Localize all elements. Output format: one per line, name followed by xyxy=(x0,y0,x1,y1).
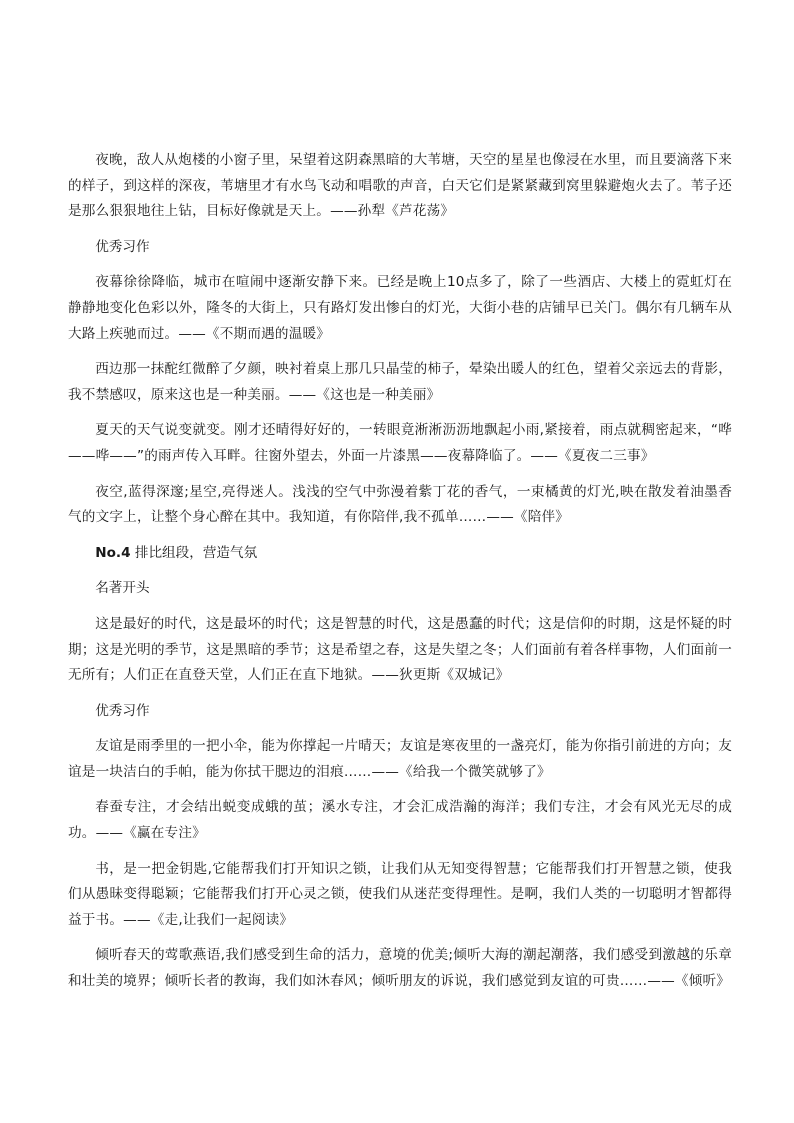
paragraph-reading: 书，是一把金钥匙,它能帮我们打开知识之锁，让我们从无知变得智慧；它能帮我们打开智慧之锁，使我们从愚昧变得聪颖；它能帮我们打开心灵之锁，使我们从迷茫变得理性。是啊，我们人类的一切聪明才智都得益于书。——《走,让我们一起阅读》 xyxy=(68,860,732,928)
section-heading-no4 xyxy=(68,541,732,567)
paragraph-friendship: 友谊是雨季里的一把小伞，能为你撑起一片晴天；友谊是寒夜里的一盏亮灯，能为你指引前进的方向；友谊是一块洁白的手帕，能为你拭干腮边的泪痕……——《给我一个微笑就够了》 xyxy=(68,738,732,780)
paragraph-luhuadang: 夜晚，敌人从炮楼的小窗子里，呆望着这阴森黑暗的大苇塘，天空的星星也像浸在水里，而且要滴落下来的样子，到这样的深夜，苇塘里才有水鸟飞动和唱歌的声音，白天它们是紧紧藏到窝里躲避炮火去了。苇子还是那么狠狠地往上钻，目标好像就是天上。——孙犁《芦花荡》 xyxy=(68,152,732,220)
section-label-excellent-essays-2: 优秀习作 xyxy=(95,702,150,719)
paragraph-summer-night: 夏天的天气说变就变。刚才还晴得好好的，一转眼竟淅淅沥沥地飘起小雨,紧接着，雨点就稠密起来，“哗——哗——”的雨声传入耳畔。往窗外望去，外面一片漆黑——夜幕降临了。——《夏夜二三事》 xyxy=(68,422,732,464)
paragraph-also-beauty: 西边那一抹酡红微醉了夕颜，映衬着桌上那几只晶莹的柿子，晕染出暖人的红色，望着父亲远去的背影，我不禁感叹，原来这也是一种美丽。——《这也是一种美丽》 xyxy=(68,361,732,403)
document-page xyxy=(68,148,732,1005)
section-title: 排比组段，营造气氛 xyxy=(130,544,258,561)
section-label-classic-openings: 名著开头 xyxy=(95,580,150,597)
paragraph-listening: 倾听春天的莺歌燕语,我们感受到生命的活力，意境的优美;倾听大海的潮起潮落，我们感受到激越的乐章和壮美的境界；倾听长者的教诲，我们如沐春风；倾听朋友的诉说，我们感觉到友谊的可贵……——《倾听》 xyxy=(68,947,732,990)
paragraph-focus: 春蚕专注，才会结出蜕变成蛾的茧；溪水专注，才会汇成浩瀚的海洋；我们专注，才会有风光无尽的成功。——《赢在专注》 xyxy=(68,799,732,842)
paragraph-unexpected-warmth: 夜幕徐徐降临，城市在喧闹中逐渐安静下来。已经是晚上10点多了，除了一些酒店、大楼上的霓虹灯在静静地变化色彩以外，隆冬的大街上，只有路灯发出惨白的灯光，大街小巷的店铺早已关门。偶尔有几辆车从大路上疾驰而过。——《不期而遇的温暖》 xyxy=(68,274,732,342)
paragraph-tale-of-two-cities: 这是最好的时代，这是最坏的时代；这是智慧的时代，这是愚蠢的时代；这是信仰的时期，这是怀疑的时期；这是光明的季节，这是黑暗的季节；这是希望之春，这是失望之冬；人们面前有着各样事物，人们面前一无所有；人们正在直登天堂，人们正在直下地狱。——狄更斯《双城记》 xyxy=(68,615,732,684)
paragraph-companionship: 夜空,蓝得深邃;星空,亮得迷人。浅浅的空气中弥漫着紫丁花的香气，一束橘黄的灯光,映在散发着油墨香气的文字上，让整个身心醉在其中。我知道，有你陪伴,我不孤单……——《陪伴》 xyxy=(68,483,732,526)
section-label-excellent-essays-1: 优秀习作 xyxy=(95,238,150,255)
section-number: No.4 xyxy=(95,544,131,561)
